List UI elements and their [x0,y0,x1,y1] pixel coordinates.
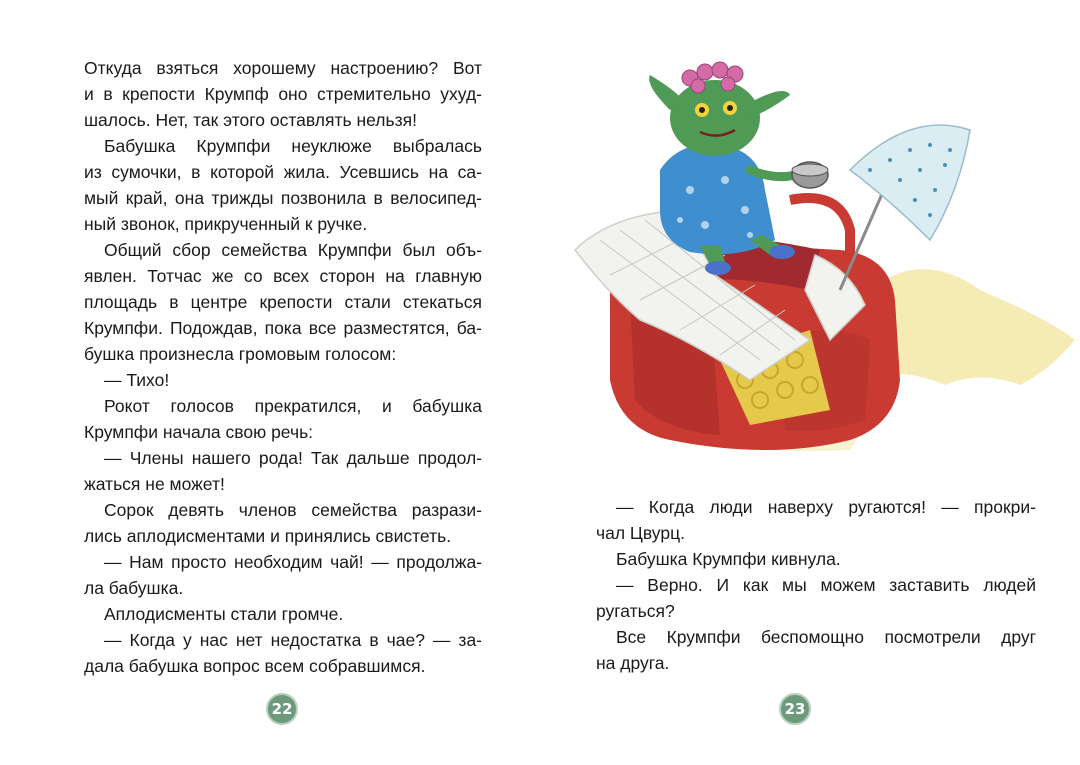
text-line: явлен. Тотчас же со всех сторон на главную [84,266,482,286]
text-line: ла бабушка. [84,578,184,598]
text-line: дала бабушка вопрос всем собравшимся. [84,656,426,676]
text-line: — Когда люди наверху ругаются! — прокри- [616,497,1036,517]
page-number-23: 23 [779,693,811,725]
text-line: ругаться? [596,601,675,621]
troll-on-handbag-illustration [550,40,1080,480]
text-line: Крумпфи. Подождав, пока все разместятся, ба- [84,318,482,338]
text-line: из сумочки, в которой жила. Усевшись на са- [84,162,482,182]
text-line: — Верно. И как мы можем заставить людей [616,575,1036,595]
text-line: лись аплодисментами и принялись свистеть. [84,526,452,546]
text-line: Рокот голосов прекратился, и бабушка [104,396,482,416]
text-line: ный звонок, прикрученный к ручке. [84,214,368,234]
text-line: чал Цвурц. [596,523,685,543]
text-line: бушка произнесла громовым голосом: [84,344,397,364]
right-page-text [596,494,1036,676]
text-line: Бабушка Крумпфи кивнула. [616,549,841,569]
text-line: Аплодисменты стали громче. [104,604,344,624]
text-line: площадь в центре крепости стали стекаться [84,292,482,312]
text-line: — Тихо! [104,370,170,390]
text-line: — Члены нашего рода! Так дальше продол- [104,448,482,468]
right-page [540,0,1080,765]
text-line: Сорок девять членов семейства разрази- [104,500,482,520]
left-page-text [84,55,482,679]
text-line: на друга. [596,653,670,673]
text-line: мый край, она трижды позвонила в велосипед- [84,188,482,208]
text-line: Крумпфи начала свою речь: [84,422,314,442]
text-line: — Нам просто необходим чай! — продолжа- [104,552,482,572]
page-number-22: 22 [266,693,298,725]
text-line: Бабушка Крумпфи неуклюже выбралась [104,136,482,156]
text-line: Откуда взяться хорошему настроению? Вот [84,58,482,78]
text-line: и в крепости Крумпф оно стремительно ухуд- [84,84,482,104]
text-line: — Когда у нас нет недостатка в чае? — за- [104,630,482,650]
text-line: шалось. Нет, так этого оставлять нельзя! [84,110,417,130]
text-line: жаться не может! [84,474,225,494]
text-line: Общий сбор семейства Крумпфи был объ- [104,240,482,260]
text-line: Все Крумпфи беспомощно посмотрели друг [616,627,1036,647]
